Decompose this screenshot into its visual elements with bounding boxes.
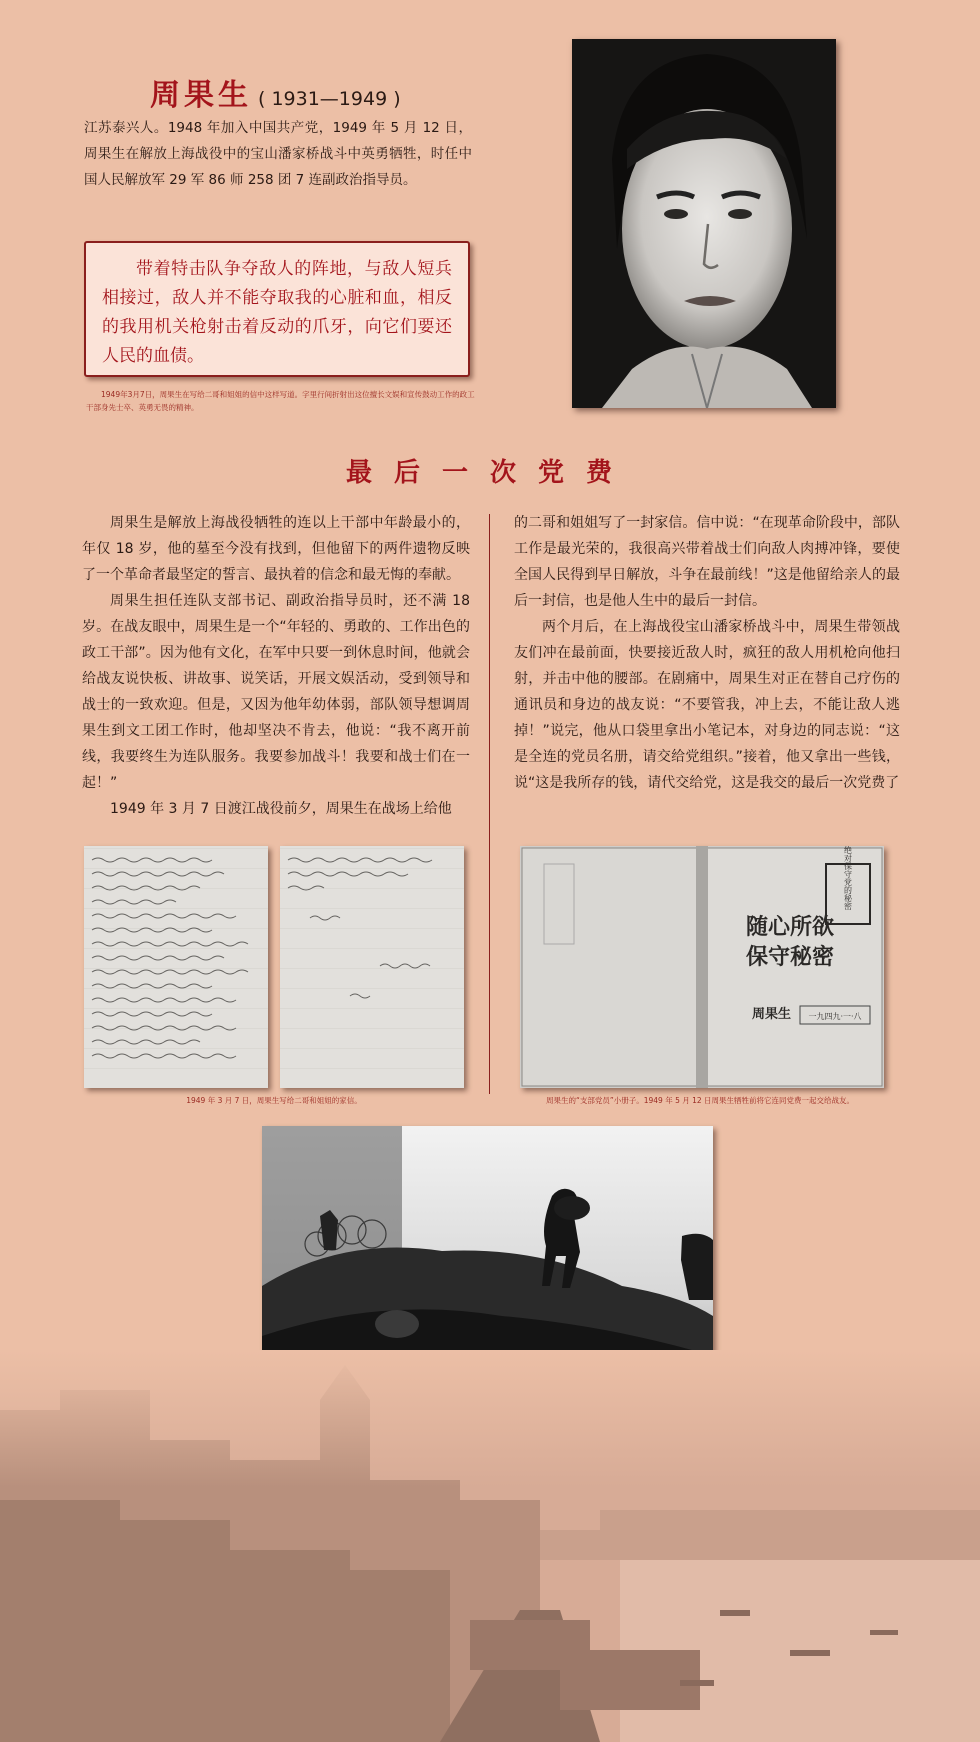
body-right-column [514,510,900,796]
paragraph: 的二哥和姐姐写了一封家信。信中说：“在现革命阶段中，部队工作是最光荣的，我很高兴带着战士们向敌人肉搏冲锋，要使全国人民得到早日解放，斗争在最前线！”这是他留给亲人的最后一封信，也是他人生中的最后一封信。 [514,515,900,609]
booklet-signature: 周果生 [752,1007,792,1022]
portrait-image [572,39,836,408]
person-name: 周果生 [150,78,252,113]
portrait-photo [572,39,836,408]
person-years: ( 1931—1949 ) [258,88,401,110]
letter-page-1-photo [84,846,268,1088]
person-heading [150,70,450,114]
paragraph: 周果生担任连队支部书记、副政治指导员时，还不满 18 岁。在战友眼中，周果生是一个“年轻的、勇敢的、工作出色的政工干部”。因为他有文化，在军中只要一到休息时间，他就会给战友说快板、讲故事、说笑话，开展文娱活动，受到领导和战士的一致欢迎。但是，又因为他年幼体弱，部队领导想调周果生到文工团工作时，他却坚决不肯去，他说：“我不离开前线，我要终生为连队服务。我要参加战斗！我要和战士们在一起！” [82,593,470,791]
section-title: 最后一次党费 [345,458,634,488]
paragraph: 两个月后，在上海战役宝山潘家桥战斗中，周果生带领战友们冲在最前面，快要接近敌人时，疯狂的敌人用机枪向他扫射，并击中他的腰部。在剧痛中，周果生对正在替自己疗伤的通讯员和身边的战友说：“不要管我，冲上去，不能让敌人逃掉！”说完，他从口袋里拿出小笔记本，对身边的同志说：“这是全连的党员名册，请交给党组织。”接着，他又拿出一些钱，说“这是我所存的钱，请代交给党，这是我交的最后一次党费了 [514,619,900,791]
city-skyline-image [0,1350,980,1742]
column-divider [489,514,490,1094]
booklet-title-line1: 随心所欲 [745,914,835,940]
handwriting-scribble [280,846,464,1088]
body-left-column [82,510,470,822]
quote-text: 带着特击队争夺敌人的阵地，与敌人短兵相接过，敌人并不能夺取我的心脏和血，相反的我用机关枪射击着反动的爪牙，向它们要还人民的血债。 [102,259,452,366]
booklet-image [520,846,884,1088]
handwriting-scribble [84,846,268,1088]
booklet-stamp: 绝对保守党的秘密 [843,846,853,910]
quote-caption: 1949年3月7日，周果生在写给二哥和姐姐的信中这样写道。字里行间折射出这位擅长文娱和宣传鼓动工作的政工干部身先士卒、英勇无畏的精神。 [86,390,475,412]
letter-page-2-photo [280,846,464,1088]
person-bio: 江苏泰兴人。1948 年加入中国共产党，1949 年 5 月 12 日，周果生在解放上海战役中的宝山潘家桥战斗中英勇牺牲，时任中国人民解放军 29 军 86 师 258 团 7 连副政治指导员。 [84,120,472,188]
party-booklet-photo [520,846,884,1088]
paragraph: 1949 年 3 月 7 日渡江战役前夕，周果生在战场上给他 [110,801,452,817]
shanghai-bund-background [0,1350,980,1742]
booklet-title-line2: 保守秘密 [745,944,835,970]
paragraph: 周果生是解放上海战役牺牲的连以上干部中年龄最小的，年仅 18 岁，他的墓至今没有找到，但他留下的两件遗物反映了一个革命者最坚定的誓言、最执着的信念和最无悔的奉献。 [82,515,470,583]
quote-box [84,241,470,377]
booklet-date: 一九四九·一·八 [808,1012,862,1021]
booklet-caption: 周果生的“支部党员”小册子。1949 年 5 月 12 日周果生牺牲前将它连同党费一起交给战友。 [545,1096,855,1105]
letter-caption: 1949 年 3 月 7 日，周果生写给二哥和姐姐的家信。 [186,1096,362,1105]
